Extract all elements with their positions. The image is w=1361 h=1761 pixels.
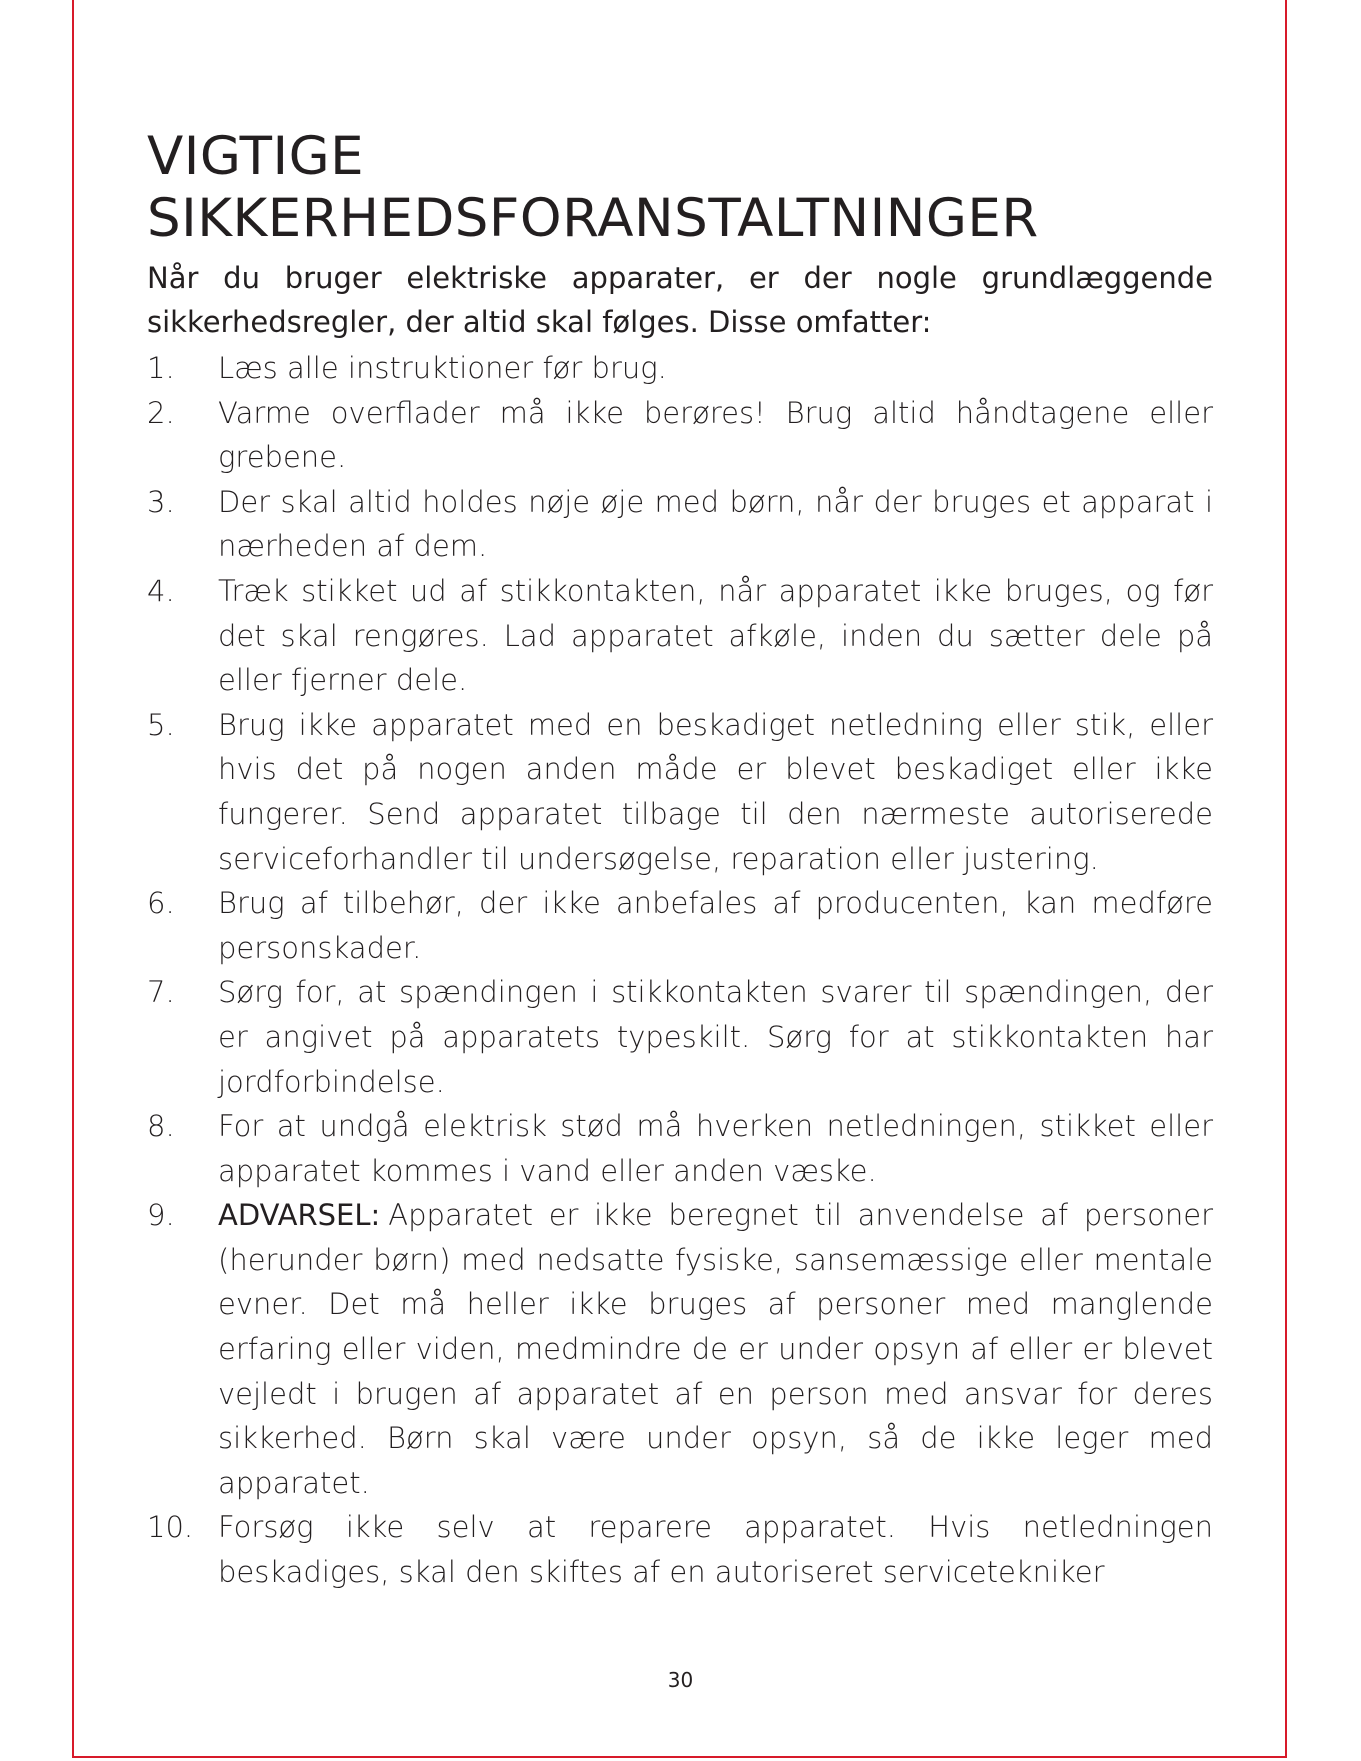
- list-item-4: [147, 569, 1213, 703]
- list-item-5: [147, 703, 1213, 881]
- item-number: 4.: [147, 573, 175, 608]
- item-number: 3.: [147, 484, 175, 519]
- warning-label: ADVARSEL:: [218, 1198, 381, 1233]
- list-item-7: [147, 970, 1213, 1104]
- item-text: For at undgå elektrisk stød må hverken netledningen, stikket eller apparatet kommes i vand eller anden væske.: [218, 1109, 1213, 1188]
- page-title: [147, 126, 1213, 250]
- item-text: Forsøg ikke selv at reparere apparatet. Hvis netledningen beskadiges, skal den skiftes af en autoriseret servicetekniker: [218, 1510, 1213, 1590]
- list-item-1: [147, 346, 1213, 391]
- item-text: Varme overflader må ikke berøres! Brug altid håndtagene eller grebene.: [218, 395, 1213, 475]
- item-number: 10.: [147, 1510, 194, 1545]
- item-text: Brug ikke apparatet med en beskadiget netledning eller stik, eller hvis det på nogen anden måde er blevet beskadiget eller ikke fungerer. Send apparatet tilbage til den nærmeste autoriserede serviceforhandler til undersøgelse, reparation eller justering.: [218, 707, 1213, 876]
- item-number: 2.: [147, 395, 175, 430]
- page-number: 30: [667, 1668, 694, 1692]
- title-line-2: SIKKERHEDSFORANSTALTNINGER: [147, 188, 1039, 249]
- title-line-1: VIGTIGE: [147, 126, 365, 187]
- item-number: 7.: [147, 975, 175, 1010]
- item-number: 8.: [147, 1109, 175, 1144]
- intro-paragraph: Når du bruger elektriske apparater, er der nogle grundlæggende sikkerhedsregler, der altid skal følges. Disse omfatter:: [147, 261, 1213, 339]
- list-item-3: [147, 480, 1213, 569]
- list-item-8: [147, 1104, 1213, 1193]
- item-number: 6.: [147, 886, 175, 921]
- item-text: Apparatet er ikke beregnet til anvendelse af personer (herunder børn) med nedsatte fysiske, sansemæssige eller mentale evner. Det må heller ikke bruges af personer med manglende erfaring eller viden, medmindre de er under opsyn af eller er blevet vejledt i brugen af apparatet af en person med ansvar for deres sikkerhed. Børn skal være under opsyn, så de ikke leger med apparatet.: [218, 1198, 1213, 1500]
- list-item-6: [147, 881, 1213, 970]
- list-item-2: [147, 391, 1213, 480]
- list-item-9: [147, 1193, 1213, 1505]
- list-item-10: [147, 1505, 1213, 1594]
- safety-list: [147, 346, 1213, 1595]
- item-number: 1.: [147, 351, 175, 385]
- item-text: Brug af tilbehør, der ikke anbefales af producenten, kan medføre personskader.: [218, 886, 1213, 965]
- item-text: Læs alle instruktioner før brug.: [218, 351, 667, 385]
- page-content: [147, 126, 1213, 1595]
- item-text: Der skal altid holdes nøje øje med børn, når der bruges et apparat i nærheden af dem.: [218, 484, 1213, 564]
- item-number: 9.: [147, 1198, 175, 1233]
- item-number: 5.: [147, 707, 175, 742]
- item-text: Sørg for, at spændingen i stikkontakten svarer til spændingen, der er angivet på apparatets typeskilt. Sørg for at stikkontakten har jordforbindelse.: [218, 975, 1213, 1099]
- item-text: Træk stikket ud af stikkontakten, når apparatet ikke bruges, og før det skal rengøres. Lad apparatet afkøle, inden du sætter dele på eller fjerner dele.: [218, 573, 1213, 698]
